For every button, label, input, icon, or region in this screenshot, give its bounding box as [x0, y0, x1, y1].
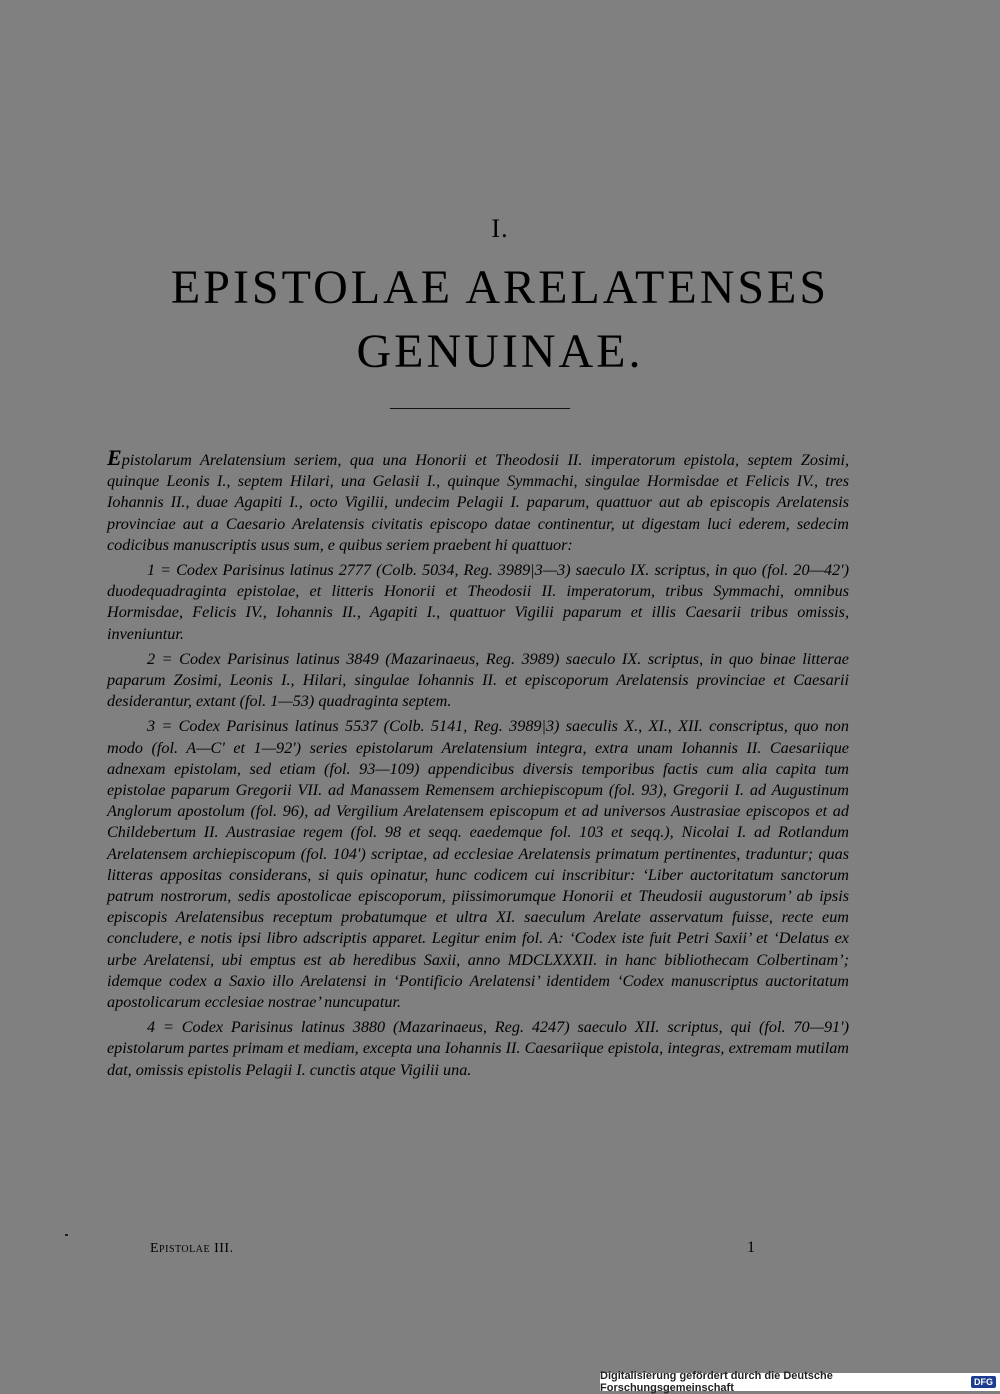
chapter-numeral: I.	[491, 214, 509, 243]
paragraph-codex-2: 2 = Codex Parisinus latinus 3849 (Mazarinaeus, Reg. 3989) saeculo IX. scriptus, in quo binae litterae paparum Zosimi, Leonis I., Hilari, singulae Iohannis II. et episcoporum Arelatensis provinciae et Caesarii desiderantur, extant (fol. 1—53) quadraginta septem.	[107, 649, 849, 711]
digitization-bar	[600, 1370, 1000, 1394]
page-number: 1	[747, 1239, 755, 1256]
margin-mark	[65, 1234, 68, 1236]
title-line-1: EPISTOLAE ARELATENSES	[170, 261, 830, 314]
paragraph-text: pistolarum Arelatensium seriem, qua una Honorii et Theodosii II. imperatorum epistola, septem Zosimi, quinque Leonis I., septem Hilari, una Gelasii I., quinque Symmachi, singulae Hormisdae et Felicis IV., tres Iohannis II., duae Agapiti I., octo Vigilii, undecim Pelagii I. paparum, quattuor aut ab episcopis Arelatensis provinciae aut a Caesario Arelatensis civitatis episcopo datae continentur, ut digestam luci ederem, sedecim codicibus manuscriptis usus sum, e quibus seriem praebent hi quattuor:	[107, 451, 849, 554]
paragraph-codex-3: 3 = Codex Parisinus latinus 5537 (Colb. 5141, Reg. 3989|3) saeculis X., XI., XII. conscriptus, quo non modo (fol. A—C' et 1—92') series epistolarum Arelatensium integra, extra unam Iohannis II. Caesariique adnexam epistolam, sed etiam (fol. 93—109) appendicibus diversis temporibus factis cum alia capita tum epistolae paparum Gregorii VII. ad Manassem Remensem archiepiscopum (fol. 93), Gregorii I. ad Augustinum Anglorum apostolum (fol. 96), ad Vergilium Arelatensem episcopum et ad universos Austrasiae episcopos et ad Childebertum II. Austrasiae regem (fol. 98 et seqq. eaedemque fol. 103 et seqq.), Nicolai I. ad Rotlandum Arelatensem archiepiscopum (fol. 104') scriptae, ad ecclesiae Arelatensis primatum pertinentes, traduntur; quas litteras appositas considerans, si quis opinatur, hunc codicem cui inscribitur: ‘Liber auctoritatum sanctorum patrum nostrorum, sedis apostolicae episcoporum, piissimorumque Honorii et Theudosii augustorum’ ab ipsis episcopis Arelatensibus receptum probatumque et ultra XI. saeculum Arelate asservatum fuisse, recte eum concludere, e notis ipsi libro adscriptis apparet. Legitur enim fol. A: ‘Codex iste fuit Petri Saxii’ et ‘Delatus ex urbe Arelatensi, ubi emptus est ab heredibus Saxii, anno MDCLXXXII. in hanc bibliothecam Colbertinam’; idemque codex a Saxio illo Arelatensi in ‘Pontificio Arelatensi’ identidem ‘Codex manuscriptus auctoritatum apostolicarum ecclesiae nostrae’ nuncupatur.	[107, 717, 849, 1012]
dfg-logo-icon: DFG	[971, 1376, 996, 1388]
paragraph-intro	[107, 445, 849, 556]
digitization-text: Digitalisierung gefördert durch die Deutsche Forschungsgemeinschaft	[600, 1370, 833, 1394]
drop-cap: E	[107, 445, 122, 470]
title-divider	[390, 408, 570, 409]
paragraph-codex-1: 1 = Codex Parisinus latinus 2777 (Colb. 5034, Reg. 3989|3—3) saeculo IX. scriptus, in quo (fol. 20—42') duodequadraginta epistolae, et litteris Honorii et Theodosii II. imperatorum, tribus Symmachi, omnibus Hormisdae, Felicis IV., Iohannis II., Agapiti I., quattuor Vigilii paparum et illis Caesarii tribus omissis, inveniuntur.	[107, 561, 849, 643]
title-line-2: GENUINAE.	[356, 325, 644, 378]
paragraph-codex-4: 4 = Codex Parisinus latinus 3880 (Mazarinaeus, Reg. 4247) saeculo XII. scriptus, qui (fol. 70—91') epistolarum partes primam et mediam, excepta una Iohannis II. Caesariique epistola, integras, extremam mutilam dat, omissis epistolis Pelagii I. cunctis atque Vigilii una.	[107, 1018, 849, 1079]
footer-signature: Epistolae III.	[150, 1241, 234, 1256]
body-text	[107, 445, 849, 1085]
